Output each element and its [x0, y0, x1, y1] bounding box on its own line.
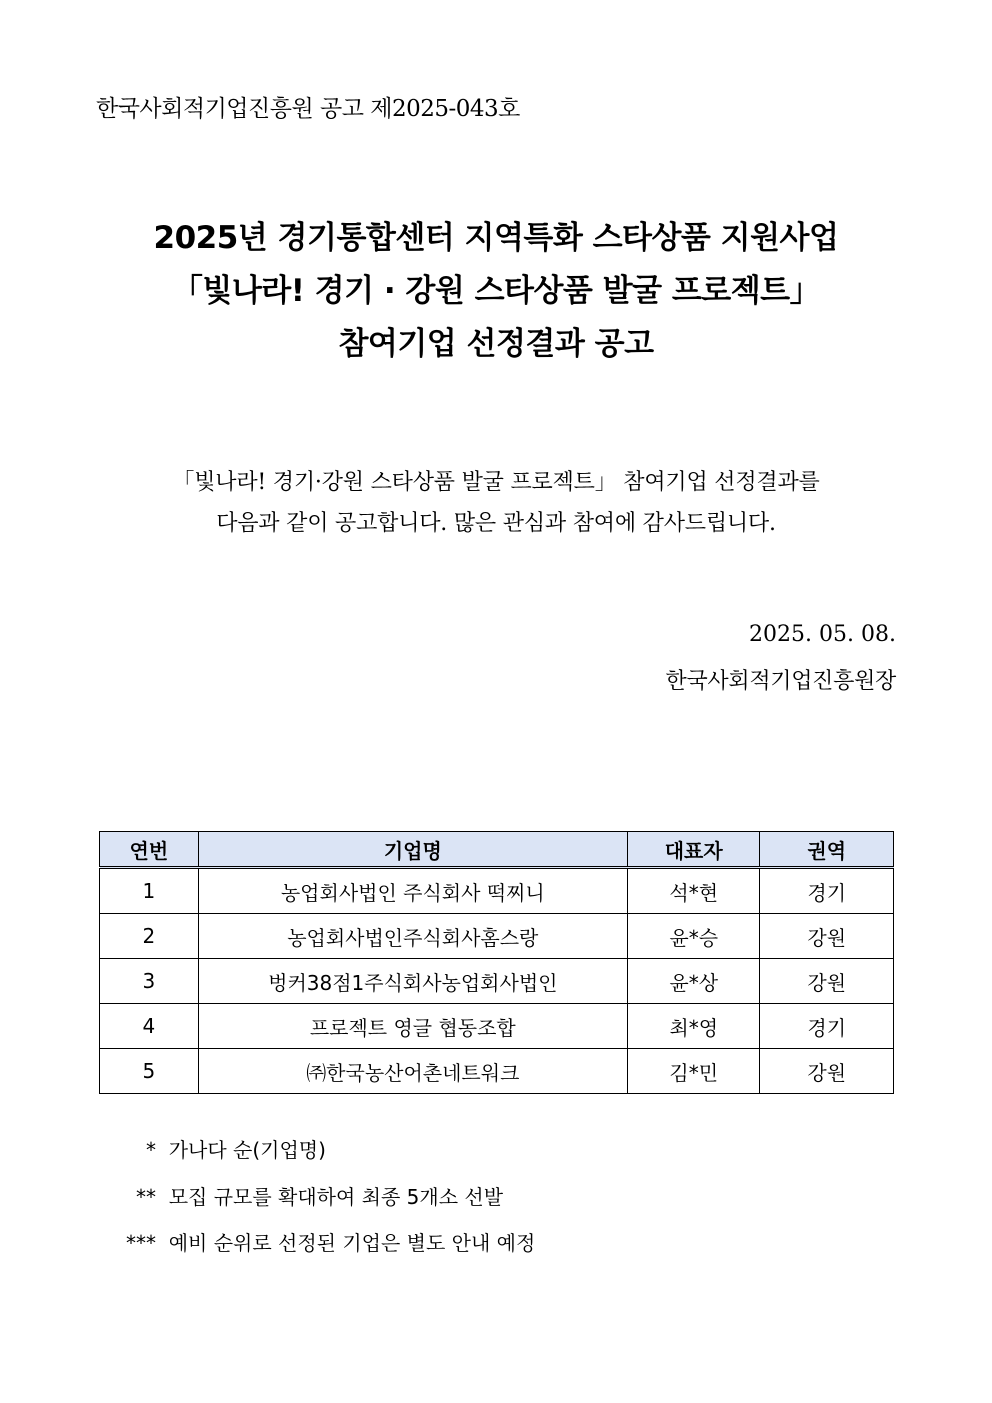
header-region: 권역 [760, 832, 894, 868]
announcement-date: 2025. 05. 08. [749, 622, 896, 647]
cell-region: 강원 [760, 959, 894, 1004]
footnote-text: 가나다 순(기업명) [168, 1138, 326, 1162]
header-company: 기업명 [198, 832, 627, 868]
announcement-title [0, 212, 992, 371]
body-line-1: 「빛나라! 경기·강원 스타상품 발굴 프로젝트」 참여기업 선정결과를 [172, 470, 820, 495]
cell-representative: 석*현 [627, 868, 760, 914]
table-row [100, 914, 894, 959]
cell-representative: 윤*상 [627, 959, 760, 1004]
title-line-3: 참여기업 선정결과 공고 [338, 326, 654, 362]
cell-region: 경기 [760, 1004, 894, 1049]
cell-region: 강원 [760, 914, 894, 959]
cell-number: 3 [100, 959, 199, 1004]
footnote-mark: * [146, 1138, 156, 1162]
cell-company: 농업회사법인 주식회사 떡찌니 [198, 868, 627, 914]
cell-representative: 윤*승 [627, 914, 760, 959]
footnote-text: 예비 순위로 선정된 기업은 별도 안내 예정 [168, 1231, 536, 1255]
header-representative: 대표자 [627, 832, 760, 868]
title-line-1: 2025년 경기통합센터 지역특화 스타상품 지원사업 [153, 220, 839, 256]
cell-representative: 최*영 [627, 1004, 760, 1049]
issuer-name: 한국사회적기업진흥원장 [665, 669, 896, 694]
cell-number: 4 [100, 1004, 199, 1049]
table-header-row [100, 832, 894, 868]
cell-company: 농업회사법인주식회사홈스랑 [198, 914, 627, 959]
table-row [100, 1004, 894, 1049]
footnote-3 [126, 1227, 535, 1256]
cell-company: 벙커38점1주식회사농업회사법인 [198, 959, 627, 1004]
footnote-mark: *** [126, 1231, 156, 1255]
cell-region: 강원 [760, 1049, 894, 1094]
cell-company: ㈜한국농산어촌네트워크 [198, 1049, 627, 1094]
cell-region: 경기 [760, 868, 894, 914]
footnote-1 [146, 1134, 326, 1163]
cell-number: 2 [100, 914, 199, 959]
table-row [100, 1049, 894, 1094]
notice-number: 한국사회적기업진흥원 공고 제2025-043호 [96, 96, 520, 122]
body-line-2: 다음과 같이 공고합니다. 많은 관심과 참여에 감사드립니다. [216, 511, 776, 536]
table-row [100, 959, 894, 1004]
footnote-text: 모집 규모를 확대하여 최종 5개소 선발 [168, 1185, 504, 1209]
cell-number: 1 [100, 868, 199, 914]
selection-result-table [99, 831, 894, 1094]
cell-representative: 김*민 [627, 1049, 760, 1094]
title-line-2: 「빛나라! 경기 · 강원 스타상품 발굴 프로젝트」 [171, 273, 821, 309]
footnote-2 [136, 1181, 503, 1210]
header-number: 연번 [100, 832, 199, 868]
announcement-body [0, 462, 992, 544]
cell-company: 프로젝트 영글 협동조합 [198, 1004, 627, 1049]
footnote-mark: ** [136, 1185, 156, 1209]
table-row [100, 868, 894, 914]
cell-number: 5 [100, 1049, 199, 1094]
